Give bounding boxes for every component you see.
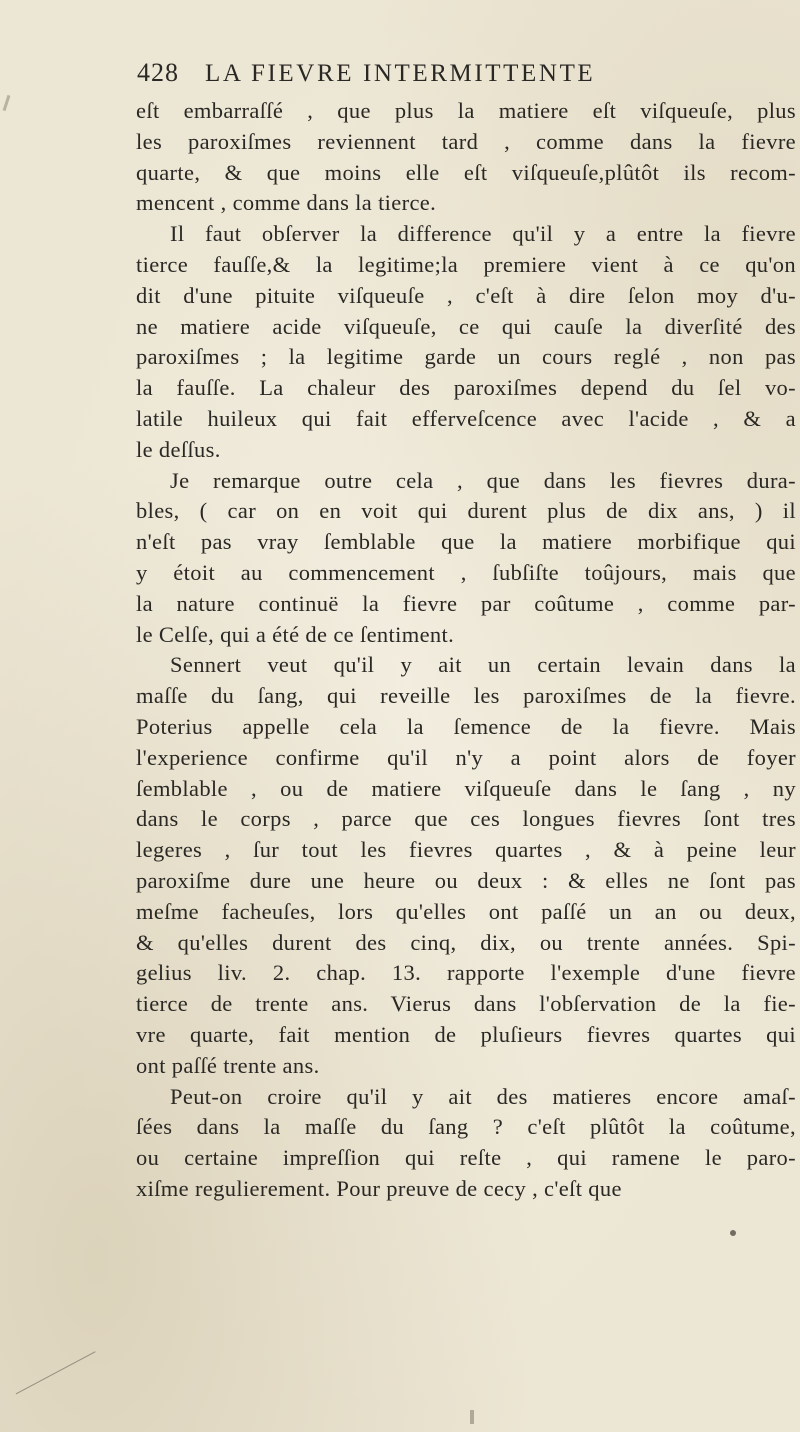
text-line: eſt embarraſſé , que plus la matiere eſt viſqueuſe, plus bbox=[136, 98, 796, 123]
text-line: le deſſus. bbox=[136, 436, 221, 462]
text-line: gelius liv. 2. chap. 13. rapporte l'exemple d'une fievre bbox=[136, 960, 796, 986]
text-line: legeres , ſur tout les fievres quartes , & à peine leur bbox=[136, 837, 796, 863]
paper-mark bbox=[730, 1230, 736, 1236]
text-line: Il faut obſerver la difference qu'il y a entre la fievre bbox=[170, 221, 796, 247]
text-line: Peut-on croire qu'il y ait des matieres encore amaſ- bbox=[170, 1083, 796, 1109]
text-line: la fauſſe. La chaleur des paroxiſmes depend du ſel vo- bbox=[136, 375, 796, 401]
text-line: paroxiſmes ; la legitime garde un cours reglé , non pas bbox=[136, 344, 796, 370]
paper-mark bbox=[3, 95, 11, 111]
text-line: mencent , comme dans la tierce. bbox=[136, 190, 437, 216]
text-line: xiſme regulierement. Pour preuve de cecy , c'eſt que bbox=[136, 1175, 622, 1201]
text-line: tierce de trente ans. Vierus dans l'obſervation de la fie- bbox=[136, 991, 796, 1017]
text-line: ſées dans la maſſe du ſang ? c'eſt plûtôt la coûtume, bbox=[136, 1114, 796, 1140]
text-line: y étoit au commencement , ſubſiſte toûjours, mais que bbox=[136, 559, 796, 585]
text-line: bles, ( car on en voit qui durent plus de dix ans, ) il bbox=[136, 498, 796, 524]
text-line: maſſe du ſang, qui reveille les paroxiſmes de la fievre. bbox=[136, 683, 796, 709]
text-line: les paroxiſmes reviennent tard , comme dans la fievre bbox=[136, 128, 796, 154]
text-line: Sennert veut qu'il y ait un certain levain dans la bbox=[170, 652, 796, 678]
text-line: ſemblable , ou de matiere viſqueuſe dans le ſang , ny bbox=[136, 775, 796, 801]
text-line: latile huileux qui fait efferveſcence avec l'acide , & a bbox=[136, 405, 796, 431]
text-line: vre quarte, fait mention de pluſieurs fievres quartes qui bbox=[136, 1021, 796, 1047]
text-line: quarte, & que moins elle eſt viſqueuſe,plûtôt ils recom- bbox=[136, 159, 796, 185]
text-line: Poterius appelle cela la ſemence de la fievre. Mais bbox=[136, 713, 796, 739]
running-head bbox=[137, 58, 697, 98]
text-line: Je remarque outre cela , que dans les fievres dura- bbox=[170, 467, 796, 493]
text-line: la nature continuë la fievre par coûtume , comme par- bbox=[136, 590, 796, 616]
text-line: meſme facheuſes, lors qu'elles ont paſſé un an ou deux, bbox=[136, 898, 796, 924]
text-line: dit d'une pituite viſqueuſe , c'eſt à dire ſelon moy d'u- bbox=[136, 282, 796, 308]
text-line: ne matiere acide viſqueuſe, ce qui cauſe la diverſité des bbox=[136, 313, 796, 339]
paper-mark bbox=[16, 1351, 115, 1429]
text-line: le Celſe, qui a été de ce ſentiment. bbox=[136, 621, 455, 647]
text-line: ou certaine impreſſion qui reſte , qui ramene le paro- bbox=[136, 1145, 796, 1171]
text-line: tierce fauſſe,& la legitime;la premiere vient à ce qu'on bbox=[136, 251, 796, 277]
text-line: ont paſſé trente ans. bbox=[136, 1052, 320, 1078]
text-line: dans le corps , parce que ces longues fievres ſont tres bbox=[136, 806, 796, 832]
text-line: n'eſt pas vray ſemblable que la matiere morbifique qui bbox=[136, 529, 796, 555]
text-line: l'experience confirme qu'il n'y a point alors de foyer bbox=[136, 744, 796, 770]
running-title: LA FIEVRE INTERMITTENTE bbox=[205, 60, 596, 87]
page-number: 428 bbox=[137, 58, 179, 87]
body-text bbox=[136, 96, 796, 1205]
text-line: & qu'elles durent des cinq, dix, ou trente années. Spi- bbox=[136, 929, 796, 955]
paper-mark bbox=[470, 1410, 474, 1424]
text-line: paroxiſme dure une heure ou deux : & elles ne ſont pas bbox=[136, 867, 796, 893]
